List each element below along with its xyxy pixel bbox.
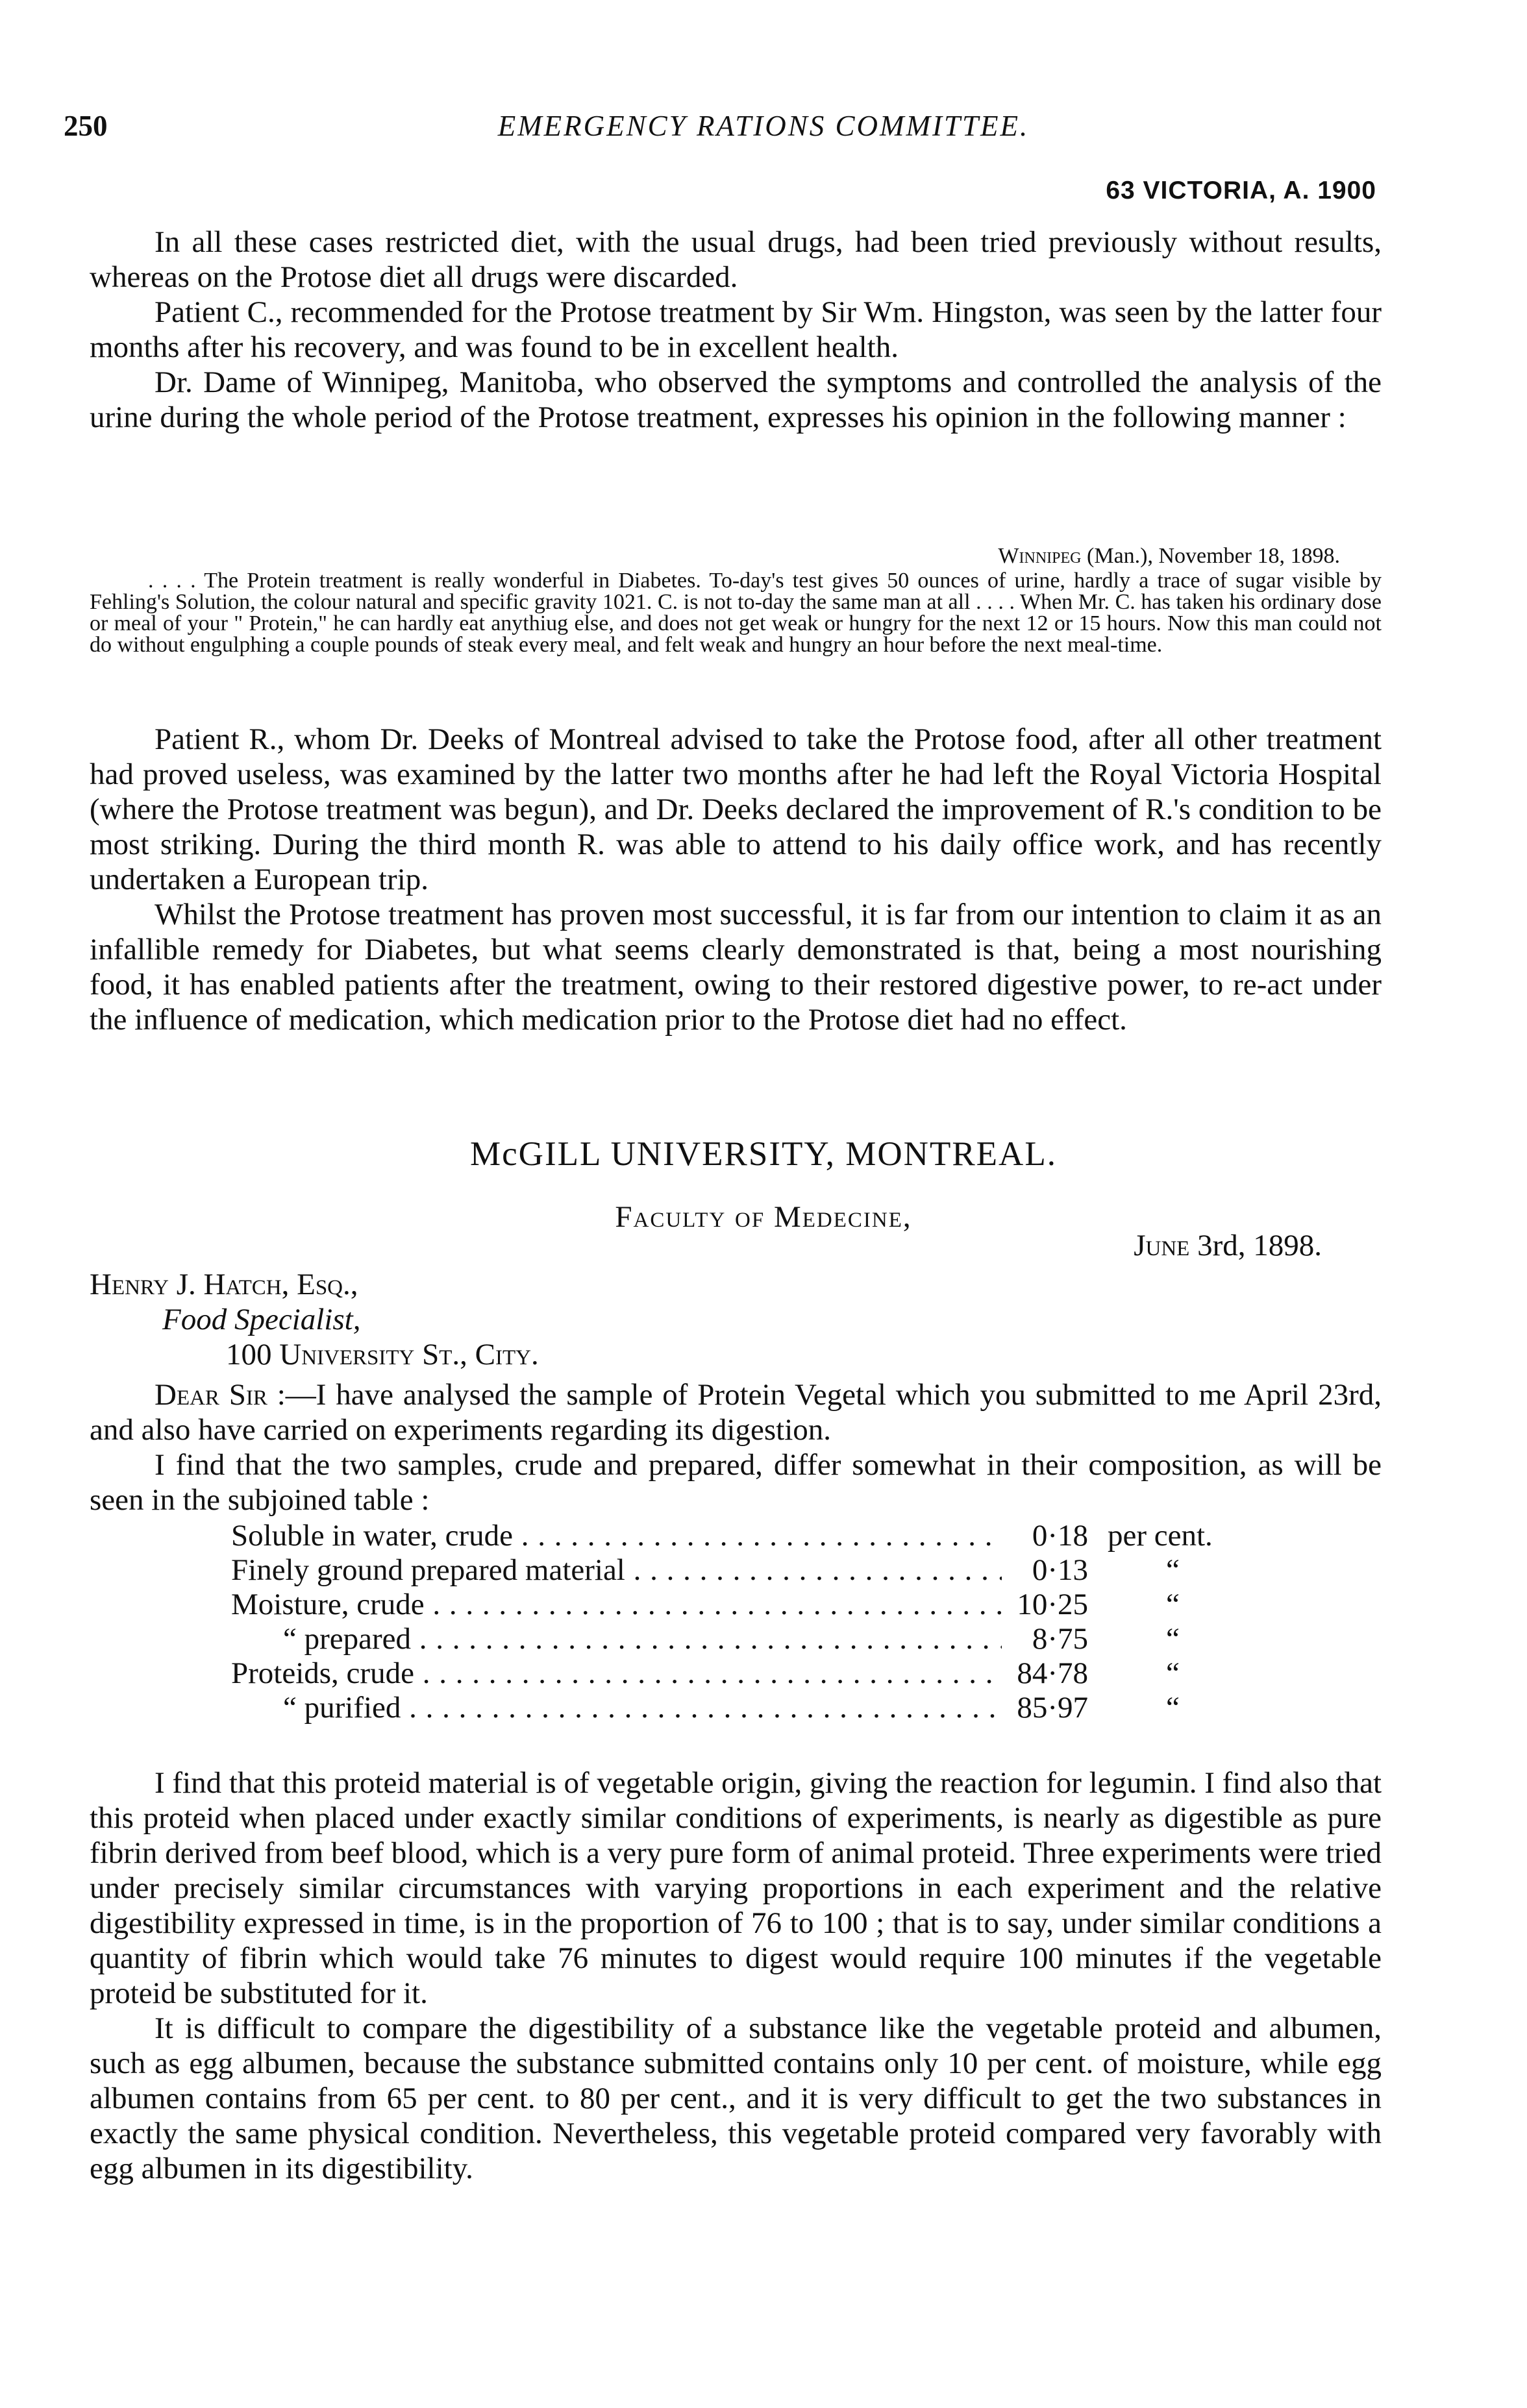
row-unit: “ [1166,1691,1180,1725]
quoted-letter-dateline [998,544,1340,569]
row-unit: per cent. [1108,1519,1213,1553]
intro-paragraph-1: In all these cases restricted diet, with the usual drugs, had been tried previously without results, whereas on the Protose diet all drugs were discarded. [90,225,1382,294]
addressee-street: 100 University St., City. [226,1338,539,1371]
row-label: “ purified [231,1691,401,1725]
letter-heading: McGILL UNIVERSITY, MONTREAL. [470,1135,1057,1173]
faculty-line: Faculty of Medecine, [615,1200,912,1234]
addressee-block [90,1267,539,1372]
addressee-name: Henry J. Hatch, Esq., [90,1268,358,1301]
letter-date [1134,1228,1322,1263]
letter-paragraph-1 [90,1377,1382,1447]
row-value: 0·18 [1032,1519,1088,1553]
middle-paragraph-2: Whilst the Protose treatment has proven most successful, it is far from our intention to claim it as an infallible remedy for Diabetes, but what seems clearly demonstrated is that, being a most nourishing food, it has enabled patients after the treatment, owing to their restored digestive power, to re-act under the influence of medication, which medication prior to the Protose diet had no effect. [90,898,1382,1037]
salutation: Dear Sir [155,1378,267,1412]
row-unit: “ [1166,1553,1180,1587]
conclusion-section [90,1765,1382,2186]
letter-paragraph-2: I find that the two samples, crude and prepared, differ somewhat in their composition, as will be seen in the subjoined table : [90,1448,1382,1517]
row-value: 10·25 [1017,1588,1088,1621]
row-unit: “ [1166,1656,1180,1690]
letter-paragraph-1-text: :—I have analysed the sample of Protein Vegetal which you submitted to me April 23rd, and also have carried on experiments regarding its digestion. [90,1378,1382,1447]
letter-date-month: June [1134,1229,1190,1262]
letter-date-rest: 3rd, 1898. [1197,1229,1322,1262]
quoted-letter-date: (Man.), November 18, 1898. [1087,544,1340,568]
quoted-letter-place: Winnipeg [998,544,1082,568]
row-value: 84·78 [1017,1656,1088,1690]
row-value: 85·97 [1017,1691,1088,1725]
row-value: 0·13 [1032,1553,1088,1587]
conclusion-paragraph-1: I find that this proteid material is of vegetable origin, giving the reaction for legumin. I find also that this proteid when placed under exactly similar conditions of experiments, is nearly as digestible as pure fibrin derived from beef blood, which is a very pure form of animal proteid. Three experiments were tried under precisely similar circumstances with varying proportions in each experiment and the relative digestibility expressed in time, is in the proportion of 76 to 100 ; that is to say, under similar conditions a quantity of fibrin which would take 76 minutes to digest would require 100 minutes if the vegetable proteid be substituted for it. [90,1766,1382,2010]
addressee-title: Food Specialist, [162,1303,361,1336]
intro-paragraph-3: Dr. Dame of Winnipeg, Manitoba, who observed the symptoms and controlled the analysis of the urine during the whole period of the Protose treatment, expresses his opinion in the following manner : [90,365,1382,434]
page-number: 250 [64,110,108,142]
letter-body [90,1377,1382,1517]
row-value: 8·75 [1032,1622,1088,1656]
intro-section [90,225,1382,435]
middle-paragraph-1: Patient R., whom Dr. Deeks of Montreal advised to take the Protose food, after all other treatment had proved useless, was examined by the latter two months after he had left the Royal Victoria Hospital (where the Protose treatment was begun), and Dr. Deeks declared the improvement of R.'s condition to be most striking. During the third month R. was able to attend to his daily office work, and has recently undertaken a European trip. [90,722,1382,896]
row-label: Proteids, crude [231,1656,414,1690]
row-label: Soluble in water, crude [231,1519,514,1553]
row-unit: “ [1166,1622,1180,1656]
quoted-letter [90,570,1382,656]
quoted-letter-body: . . . . The Protein treatment is really wonderful in Diabetes. To-day's test gives 50 ounces of urine, hardly a trace of sugar visible by Fehling's Solution, the colour natural and specific gravity 1021. C. is not to-day the same man at all . . . . When Mr. C. has taken his ordinary dose or meal of your " Protein," he can hardly eat anythiug else, and does not get weak or hungry for the next 12 or 15 hours. Now this man could not do without engulphing a couple pounds of steak every meal, and felt weak and hungry an hour before the next meal-time. [90,569,1382,657]
row-label: Finely ground prepared material [231,1553,625,1587]
conclusion-paragraph-2: It is difficult to compare the digestibility of a substance like the vegetable proteid and albumen, such as egg albumen, because the substance submitted contains only 10 per cent. of moisture, while egg albumen contains from 65 per cent. to 80 per cent., and it is very difficult to get the two substances in exactly the same physical condition. Nevertheless, this vegetable proteid compared very favorably with egg albumen in its digestibility. [90,2011,1382,2185]
running-title: EMERGENCY RATIONS COMMITTEE. [497,110,1030,142]
middle-section [90,722,1382,1037]
session-label: 63 VICTORIA, A. 1900 [1106,177,1376,204]
row-unit: “ [1166,1588,1180,1621]
intro-paragraph-2: Patient C., recommended for the Protose treatment by Sir Wm. Hingston, was seen by the latter four months after his recovery, and was found to be in excellent health. [90,295,1382,364]
row-label: “ prepared [231,1622,411,1656]
row-label: Moisture, crude [231,1588,425,1621]
